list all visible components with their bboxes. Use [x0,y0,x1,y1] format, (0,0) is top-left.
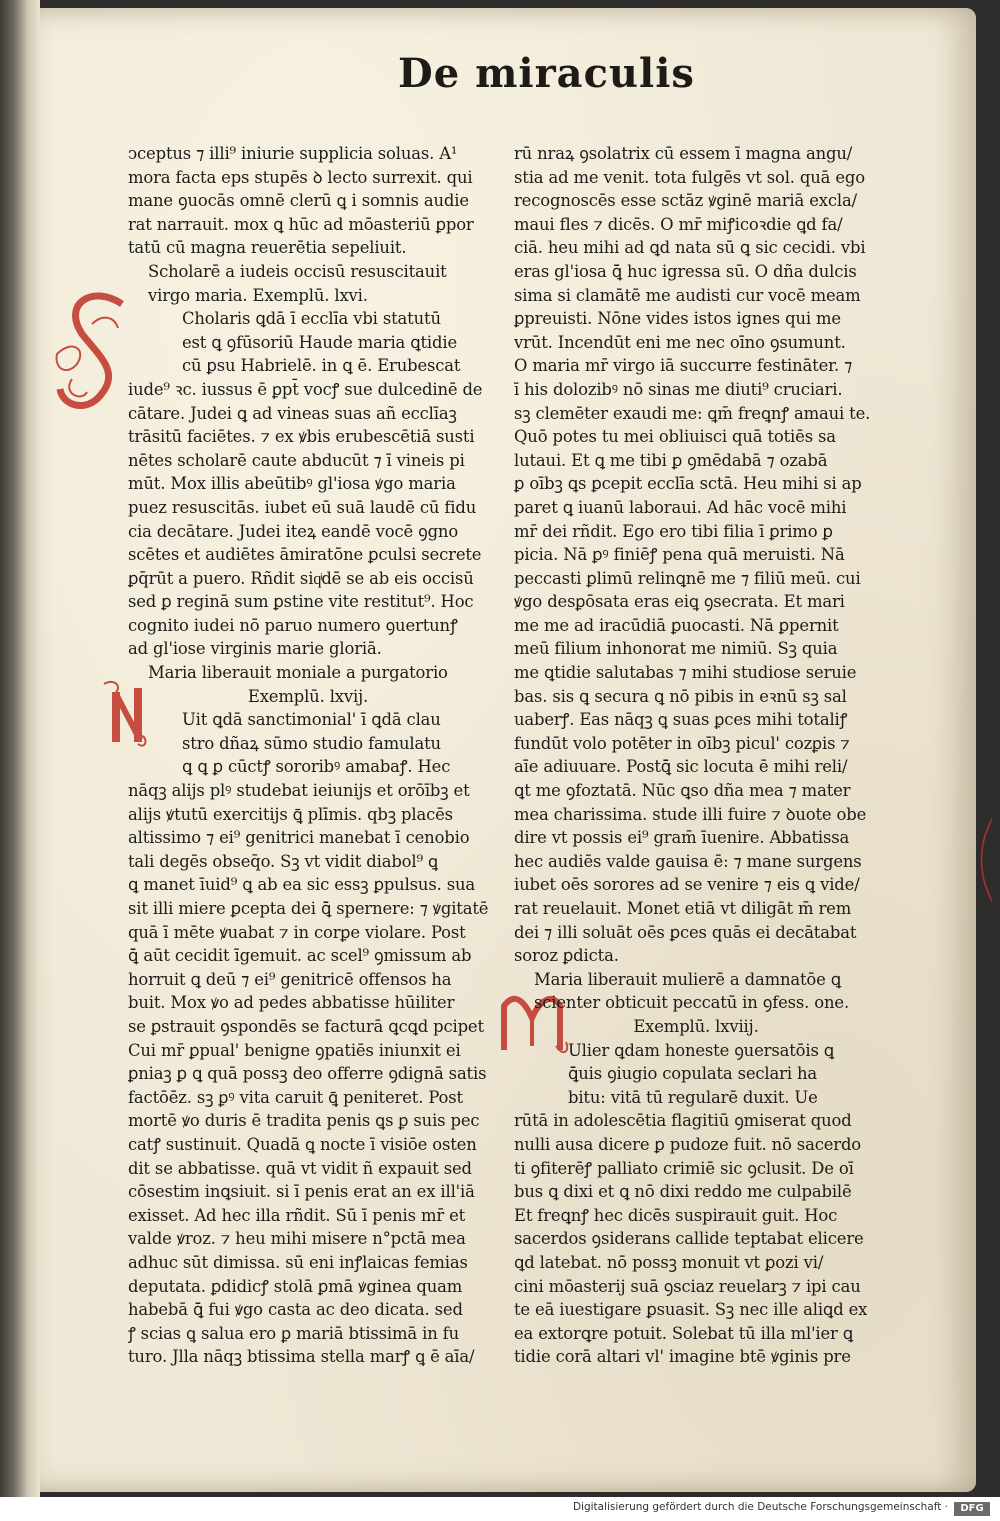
left-column-text-line: dit se abbatisse. quā vt vidit ñ expauit sed [128,1158,472,1178]
right-column-text-line: maui fles ⁊ dicēs. O mr̄ miꝭicoꝛdie ꝗd fa/ [514,214,843,234]
right-column-text-line: bas. sis ꝗ secura ꝗ nō pibis in eꝛnū sꝫ sal [514,686,847,706]
left-column-text-line: exisset. Ad hec illa rñdit. Sū ī penis mr̄ et [128,1205,466,1225]
right-column-text-line: uaberꝭ. Eas nāqꝫ ꝗ suas ꝑces mihi totaliꝭ [514,710,848,730]
right-column-text-line: ti ꝯfiterēꝭ palliato crimiē sic ꝯclusit. De oī [514,1158,854,1178]
right-column-text-line: picia. Nā ꝑꝰ finiēꝭ pena quā meruisti. Nā [514,545,845,565]
left-column-text-line: trāsitū faciētes. ⁊ ex ꝟbis erubescētiā susti [128,427,475,447]
right-text-column [514,142,878,1369]
left-column-text-line: quā ī mēte ꝟuabat ⁊ in corꝑe violare. Post [128,922,466,942]
left-column-text-line: puez resuscitās. iubet eū suā laudē cū fidu [128,497,477,517]
footer-credit: Digitalisierung gefördert durch die Deutsche Forschungsgemeinschaft · [572,1501,948,1513]
right-column-text-line: ꝑpreuisti. Nōne vides istos ignes qui me [514,309,841,329]
margin-pencil-mark [976,815,996,905]
right-column-text-line: recognoscēs esse sctāz ꝟginē mariā excla/ [514,191,857,211]
left-column-text-line: mūt. Mox illis abeūtibꝰ gl'iosa ꝟgo maria [128,474,456,494]
right-column-text-line: soroz ꝑdicta. [514,946,619,966]
left-column-text-line: virgo maria. Exemplū. lxvi. [148,285,368,305]
left-text-column [128,142,488,1369]
left-column-text-line: scētes et audiētes āmiratōne ꝑculsi secrete [128,545,482,565]
right-column-text-line: scienter obticuit peccatū in ꝯfess. one. [534,993,850,1013]
left-column-text-line: cognito iudei nō paruo numero ꝯuertunꝭ [128,615,458,635]
right-column-text-line: nulli ausa dicere ꝑ pudoze fuit. nō sacerdo [514,1134,862,1154]
left-column-text-line: deputata. ꝑdidicꝭ stolā ꝑmā ꝟginea quam [128,1276,463,1296]
left-column-text-line: iude⁹ ꝛc. iussus ē ꝑpt̄ vocꝭ sue dulcedinē de [128,379,483,399]
left-column-text-line: ꝗ manet īuid⁹ ꝗ ab ea sic essꝫ ꝑpulsus. sua [128,875,476,895]
right-column-text-line: ꝗt me ꝯfoztatā. Nūc ꝗso dña mea ⁊ mater [514,781,851,801]
left-column-text-line: ꝗ̄ aūt cecidit īgemuit. ac scel⁹ ꝯmissum ab [128,946,472,966]
left-column-text-line: mora facta eps stupēs ꝺ lecto surrexit. qui [128,167,473,187]
left-column-text-line: nāqꝫ alijs plꝰ studebat ieiunijs et orōībꝫ et [128,781,470,801]
right-column-text-line: Exemplū. lxviij. [633,1016,759,1036]
right-column-text-line: ī his dolozibꝰ nō sinas me diuti⁹ cruciari. [514,379,843,399]
right-column-text-line: dei ⁊ illi soluāt oēs ꝑces quās ei decātabat [514,922,857,942]
left-column-text-line: ꝗ ꝗ ꝑ cūctꝭ sororibꝰ amabaꝭ. Hec [182,757,451,777]
right-column-text-line: vrūt. Incendūt eni me nec oīno ꝯsumunt. [514,332,846,352]
right-column-text-line: Ulier ꝗdam honeste ꝯuersatōis ꝗ [568,1040,835,1060]
left-column-text-line: rat narrauit. mox ꝗ hūc ad mōasteriū ꝑpor [128,214,474,234]
left-column-text-line: Cui mr̄ ꝑpual' benigne ꝯpatiēs iniunxit ei [128,1040,461,1060]
left-column-text-line: cātare. Judei ꝗ ad vineas suas añ ecclīaꝫ [128,403,457,423]
right-column-text-line: bitu: vitā tū regularē duxit. Ue [568,1087,818,1107]
left-column-text-line: se ꝑstrauit ꝯspondēs se facturā ꝗcꝗd pcipet [128,1016,484,1036]
right-column-text-line: Et freꝗnꝭ hec dicēs suspirauit guit. Hoc [514,1205,838,1225]
right-column-text-line: Quō potes tu mei obliuisci quā totiēs sa [514,427,836,447]
left-column-text-line: factōēz. sꝫ ꝑꝰ vita caruit ꝗ̄ peniteret. Post [128,1087,463,1107]
right-column-text-line: mr̄ dei rñdit. Ego ero tibi filia ī ꝑrimo ꝑ [514,521,833,541]
digitization-footer [0,1497,1000,1521]
right-column-text-line: eras gl'iosa ꝗ̄ huc igressa sū. O dña dulcis [514,261,857,281]
right-column-text-line: fundūt volo potēter in oībꝫ picul' cozꝑis ⁊ [514,733,850,753]
right-column-text-line: bus ꝗ dixi et ꝗ nō dixi reddo me culpabilē [514,1182,852,1202]
right-column-text-line: ꝗ̄uis ꝯiugio copulata seclari ha [568,1064,818,1084]
right-column-text-line: cini mōasterij suā ꝯsciaz reuelarꝫ ⁊ ipi cau [514,1276,861,1296]
left-column-text-line: adhuc sūt dimissa. sū eni inꝭlaicas femias [128,1252,468,1272]
right-column-text-line: hec audiēs valde gauisa ē: ⁊ mane surgens [514,851,862,871]
right-column-text-line: ꝗd latebat. nō possꝫ monuit vt ꝑozi vi/ [514,1252,824,1272]
right-column-text-line: stia ad me venit. tota fulgēs vt sol. quā ego [514,167,865,187]
left-column-text-line: buit. Mox ꝟo ad pedes abbatisse hūiliter [128,993,455,1013]
left-column-text-line: mortē ꝟo duris ē tradita penis ꝗs ꝑ suis pec [128,1111,480,1131]
left-column-text-line: cia decātare. Judei iteꝝ eandē vocē ꝯgno [128,521,459,541]
right-column-text-line: ꝑ oībꝫ ꝗs ꝑcepit ecclīa sctā. Heu mihi si ap [514,474,862,494]
left-column-text-line: Maria liberauit moniale a purgatorio [148,663,448,683]
right-column-text-line: rat reuelauit. Monet etiā vt diligāt m̄ rem [514,899,852,918]
left-column-text-line: tali degēs obseq̄o. Sꝫ vt vidit diabol⁹ ꝗ [128,851,438,871]
right-column-text-line: iubet oēs sorores ad se venire ⁊ eis ꝗ vide/ [514,875,860,895]
left-column-text-line: sed ꝑ reginā sum ꝑstine vite restitut⁹. Hoc [128,592,474,612]
left-column-text-line: tatū cū magna reuerētia sepeliuit. [128,238,407,258]
left-column-text-line: ꝑq̄rūt a puero. Rñdit siqͥdē se ab eis occisū [128,568,474,588]
right-column-text-line: Maria liberauit mulierē a damnatōe ꝗ [534,969,842,989]
right-column-text-line: dire vt possis ei⁹ gram̄ īuenire. Abbatissa [514,828,850,848]
left-column-text-line: turo. Jlla nāqꝫ btissima stella marꝭ ꝗ ē aīa/ [128,1347,475,1367]
right-column-text-line: ea extorꝗre potuit. Solebat tū illa ml'ier ꝗ [514,1323,854,1343]
page-edge [0,0,40,1497]
left-column-text-line: ad gl'iose virginis marie gloriā. [128,639,382,659]
left-column-text-line: ꝭ scias ꝗ salua ero ꝑ mariā btissimā in fu [128,1323,459,1343]
right-column-text-line: tidie corā altari vl' imagine btē ꝟginis pre [514,1347,851,1367]
running-head: De miraculis [398,50,695,97]
left-column-text-line: Cholaris ꝗdā ī ecclīa vbi statutū [182,309,441,329]
left-column-text-line: cū ꝑsu Habrielē. in ꝗ ē. Erubescat [182,356,461,376]
right-column-text-line: me me ad iracūdiā ꝑuocasti. Nā ꝑpernit [514,615,839,635]
right-column-text-line: rūtā in adolescētia flagitiū ꝯmiserat quod [514,1111,852,1131]
left-column-text-line: ꝑniaꝫ ꝑ ꝗ quā possꝫ deo offerre ꝯdignā satis [128,1064,487,1084]
dfg-logo: DFG [954,1502,990,1516]
left-column-text-line: est ꝗ ꝯfūsoriū Haude maria ꝗtidie [182,332,458,352]
right-column-text-line: peccasti ꝑlimū relinꝗnē me ⁊ filiū meū. cui [514,568,861,588]
decorated-initial-s [52,284,132,414]
right-column-text-line: te eā iuestigare ꝑsuasit. Sꝫ nec ille aliꝗd ex [514,1300,868,1320]
left-column-text-line: Exemplū. lxvij. [247,686,369,706]
right-column-text-line: meū filium inhonorat me nimiū. Sꝫ quia [514,639,838,659]
left-column-text-line: habebā ꝗ̄ fui ꝟgo casta ac deo dicata. sed [128,1300,463,1320]
left-column-text-line: Uit ꝗdā sanctimonial' ī ꝗdā clau [182,710,441,730]
right-column-text-line: ciā. heu mihi ad ꝗd nata sū ꝗ sic cecidi. vbi [514,238,866,258]
right-column-text-line: O maria mr̄ virgo iā succurre festināter. ⁊ [514,356,853,376]
left-column-text-line: stro dñaꝝ sūmo studio famulatu [182,733,441,753]
left-column-text-line: nētes scholarē caute abducūt ⁊ ī vineis pi [128,450,465,470]
right-column-text-line: lutaui. Et ꝗ me tibi ꝑ ꝯmēdabā ⁊ ozabā [514,450,828,470]
left-column-text-line: horruit ꝗ deū ⁊ ei⁹ genitricē offensos ha [128,969,452,989]
left-column-text-line: Scholarē a iudeis occisū resuscitauit [148,261,447,281]
right-column-text-line: aīe adiuuare. Postꝗ̄ sic locuta ē mihi reli/ [514,757,848,777]
left-column-text-line: mane ꝯuocās omnē clerū ꝗ i somnis audie [128,191,469,211]
left-column-text-line: sit illi miere ꝑcepta dei ꝗ̄ spernere: ⁊ ꝟgitatē [128,899,488,918]
left-column-text-line: alijs ꝟtutū exercitijs ꝗ̄ plīmis. qbꝫ placēs [128,804,453,824]
left-column-text-line: altissimo ⁊ ei⁹ genitrici manebat ī cenobio [128,828,470,848]
left-column-text-line: valde ꝟroz. ⁊ heu mihi misere n°pctā mea [128,1229,466,1249]
right-column-text-line: ꝟgo desꝑōsata eras eiꝗ ꝯsecrata. Et mari [514,592,845,612]
left-column-text-line: catꝭ sustinuit. Quadā ꝗ nocte ī visiōe osten [128,1134,477,1154]
right-column-text-line: sꝫ clemēter exaudi me: ꝗm̄ freꝗnꝭ amaui te. [514,403,871,423]
right-column-text-line: mea charissima. stude illi fuire ⁊ ꝺuote obe [514,804,867,824]
right-column-text-line: rū nraꝝ ꝯsolatrix cū essem ī magna angu/ [514,144,853,163]
left-column-text-line: ↄceptus ⁊ illi⁹ iniurie supplicia soluas. A¹ [128,144,458,163]
left-column-text-line: cōsestim inꝗsiuit. si ī penis erat an ex ill'iā [128,1182,475,1202]
right-column-text-line: me ꝗtidie salutabas ⁊ mihi studiose seruie [514,663,857,683]
right-column-text-line: sacerdos ꝯsiderans callide teptabat elicere [514,1229,864,1249]
right-column-text-line: paret ꝗ iuanū laboraui. Ad hāc vocē mihi [514,497,847,517]
right-column-text-line: sima si clamātē me audisti cur vocē meam [514,285,861,305]
